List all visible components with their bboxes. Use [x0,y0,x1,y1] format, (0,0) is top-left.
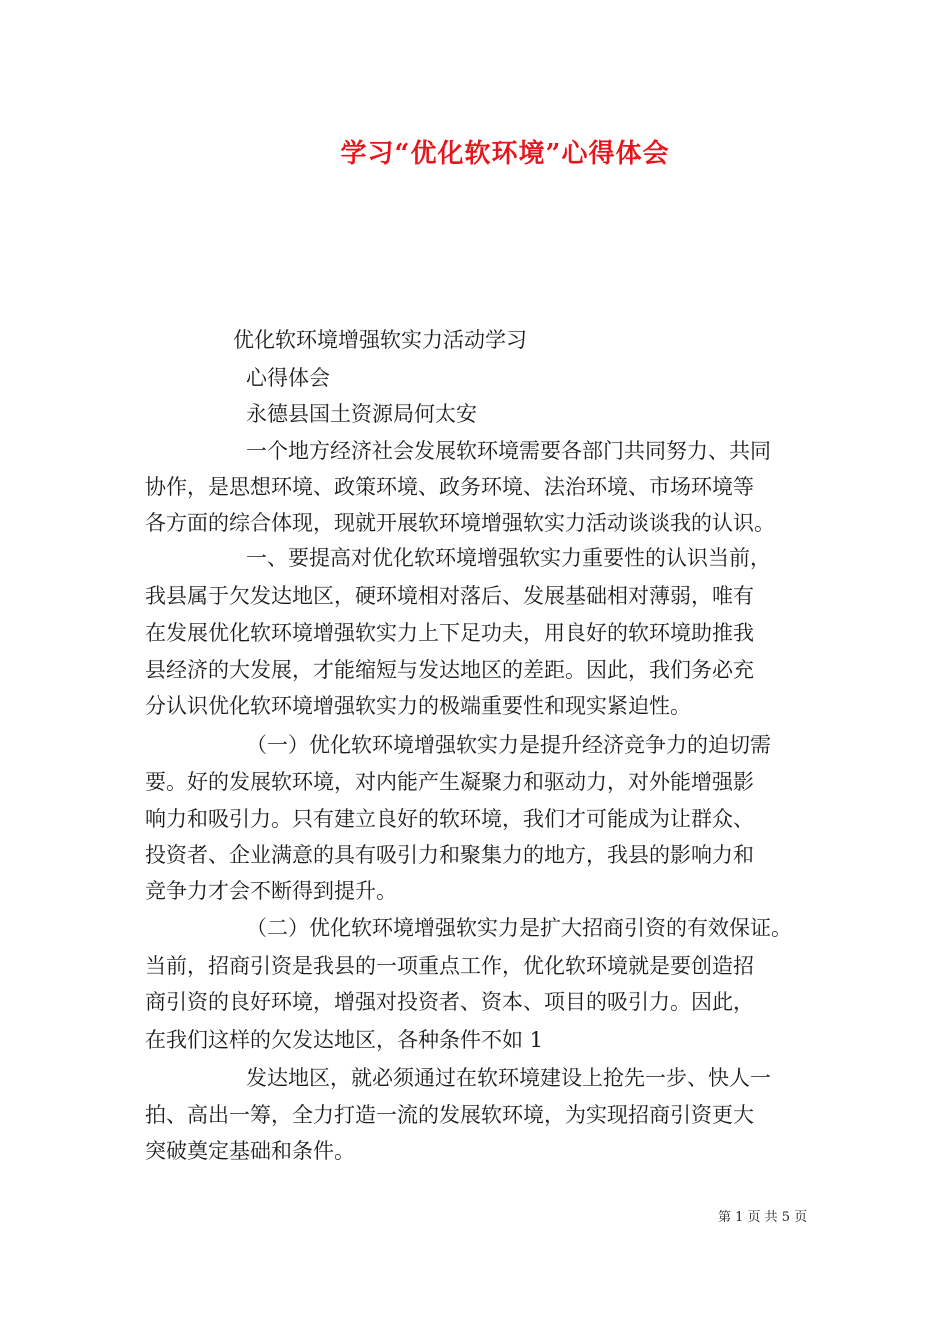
section-1-line-1: 一、要提高对优化软环境增强软实力重要性的认识当前， [246,546,771,570]
subtitle-line-1: 优化软环境增强软实力活动学习 [233,328,527,352]
intro-line-3: 各方面的综合体现，现就开展软环境增强软实力活动谈谈我的认识。 [145,511,775,535]
document-title: 学习“优化软环境”心得体会 [340,139,670,169]
intro-line-2: 协作，是思想环境、政策环境、政务环境、法治环境、市场环境等 [145,475,754,499]
section-1-line-2: 我县属于欠发达地区，硬环境相对落后、发展基础相对薄弱，唯有 [145,584,754,608]
section-1-line-3: 在发展优化软环境增强软实力上下足功夫，用良好的软环境助推我 [145,621,754,645]
intro-line-1: 一个地方经济社会发展软环境需要各部门共同努力、共同 [246,439,771,463]
section-1-1-line-5: 竞争力才会不断得到提升。 [145,879,397,903]
section-1-line-4: 县经济的大发展，才能缩短与发达地区的差距。因此，我们务必充 [145,658,754,682]
page-number-footer: 第 1 页 共 5 页 [718,1210,808,1225]
section-1-2-line-1: （二）优化软环境增强软实力是扩大招商引资的有效保证。 [246,916,792,940]
section-1-2-line-4: 在我们这样的欠发达地区，各种条件不如 1 [145,1028,544,1052]
section-1-1-line-3: 响力和吸引力。只有建立良好的软环境，我们才可能成为让群众、 [145,807,754,831]
continuation-line-1: 发达地区，就必须通过在软环境建设上抢先一步、快人一 [246,1066,771,1090]
subtitle-line-2: 心得体会 [246,366,330,390]
continuation-line-2: 拍、高出一筹，全力打造一流的发展软环境，为实现招商引资更大 [145,1103,754,1127]
section-1-line-5: 分认识优化软环境增强软实力的极端重要性和现实紧迫性。 [145,694,691,718]
section-1-1-line-2: 要。好的发展软环境，对内能产生凝聚力和驱动力，对外能增强影 [145,770,754,794]
author-line: 永德县国土资源局何太安 [246,402,477,426]
continuation-line-3: 突破奠定基础和条件。 [145,1139,355,1163]
section-1-1-line-1: （一）优化软环境增强软实力是提升经济竞争力的迫切需 [246,733,771,757]
section-1-2-line-3: 商引资的良好环境，增强对投资者、资本、项目的吸引力。因此， [145,990,754,1014]
section-1-1-line-4: 投资者、企业满意的具有吸引力和聚集力的地方，我县的影响力和 [145,843,754,867]
section-1-2-line-2: 当前，招商引资是我县的一项重点工作，优化软环境就是要创造招 [145,954,754,978]
